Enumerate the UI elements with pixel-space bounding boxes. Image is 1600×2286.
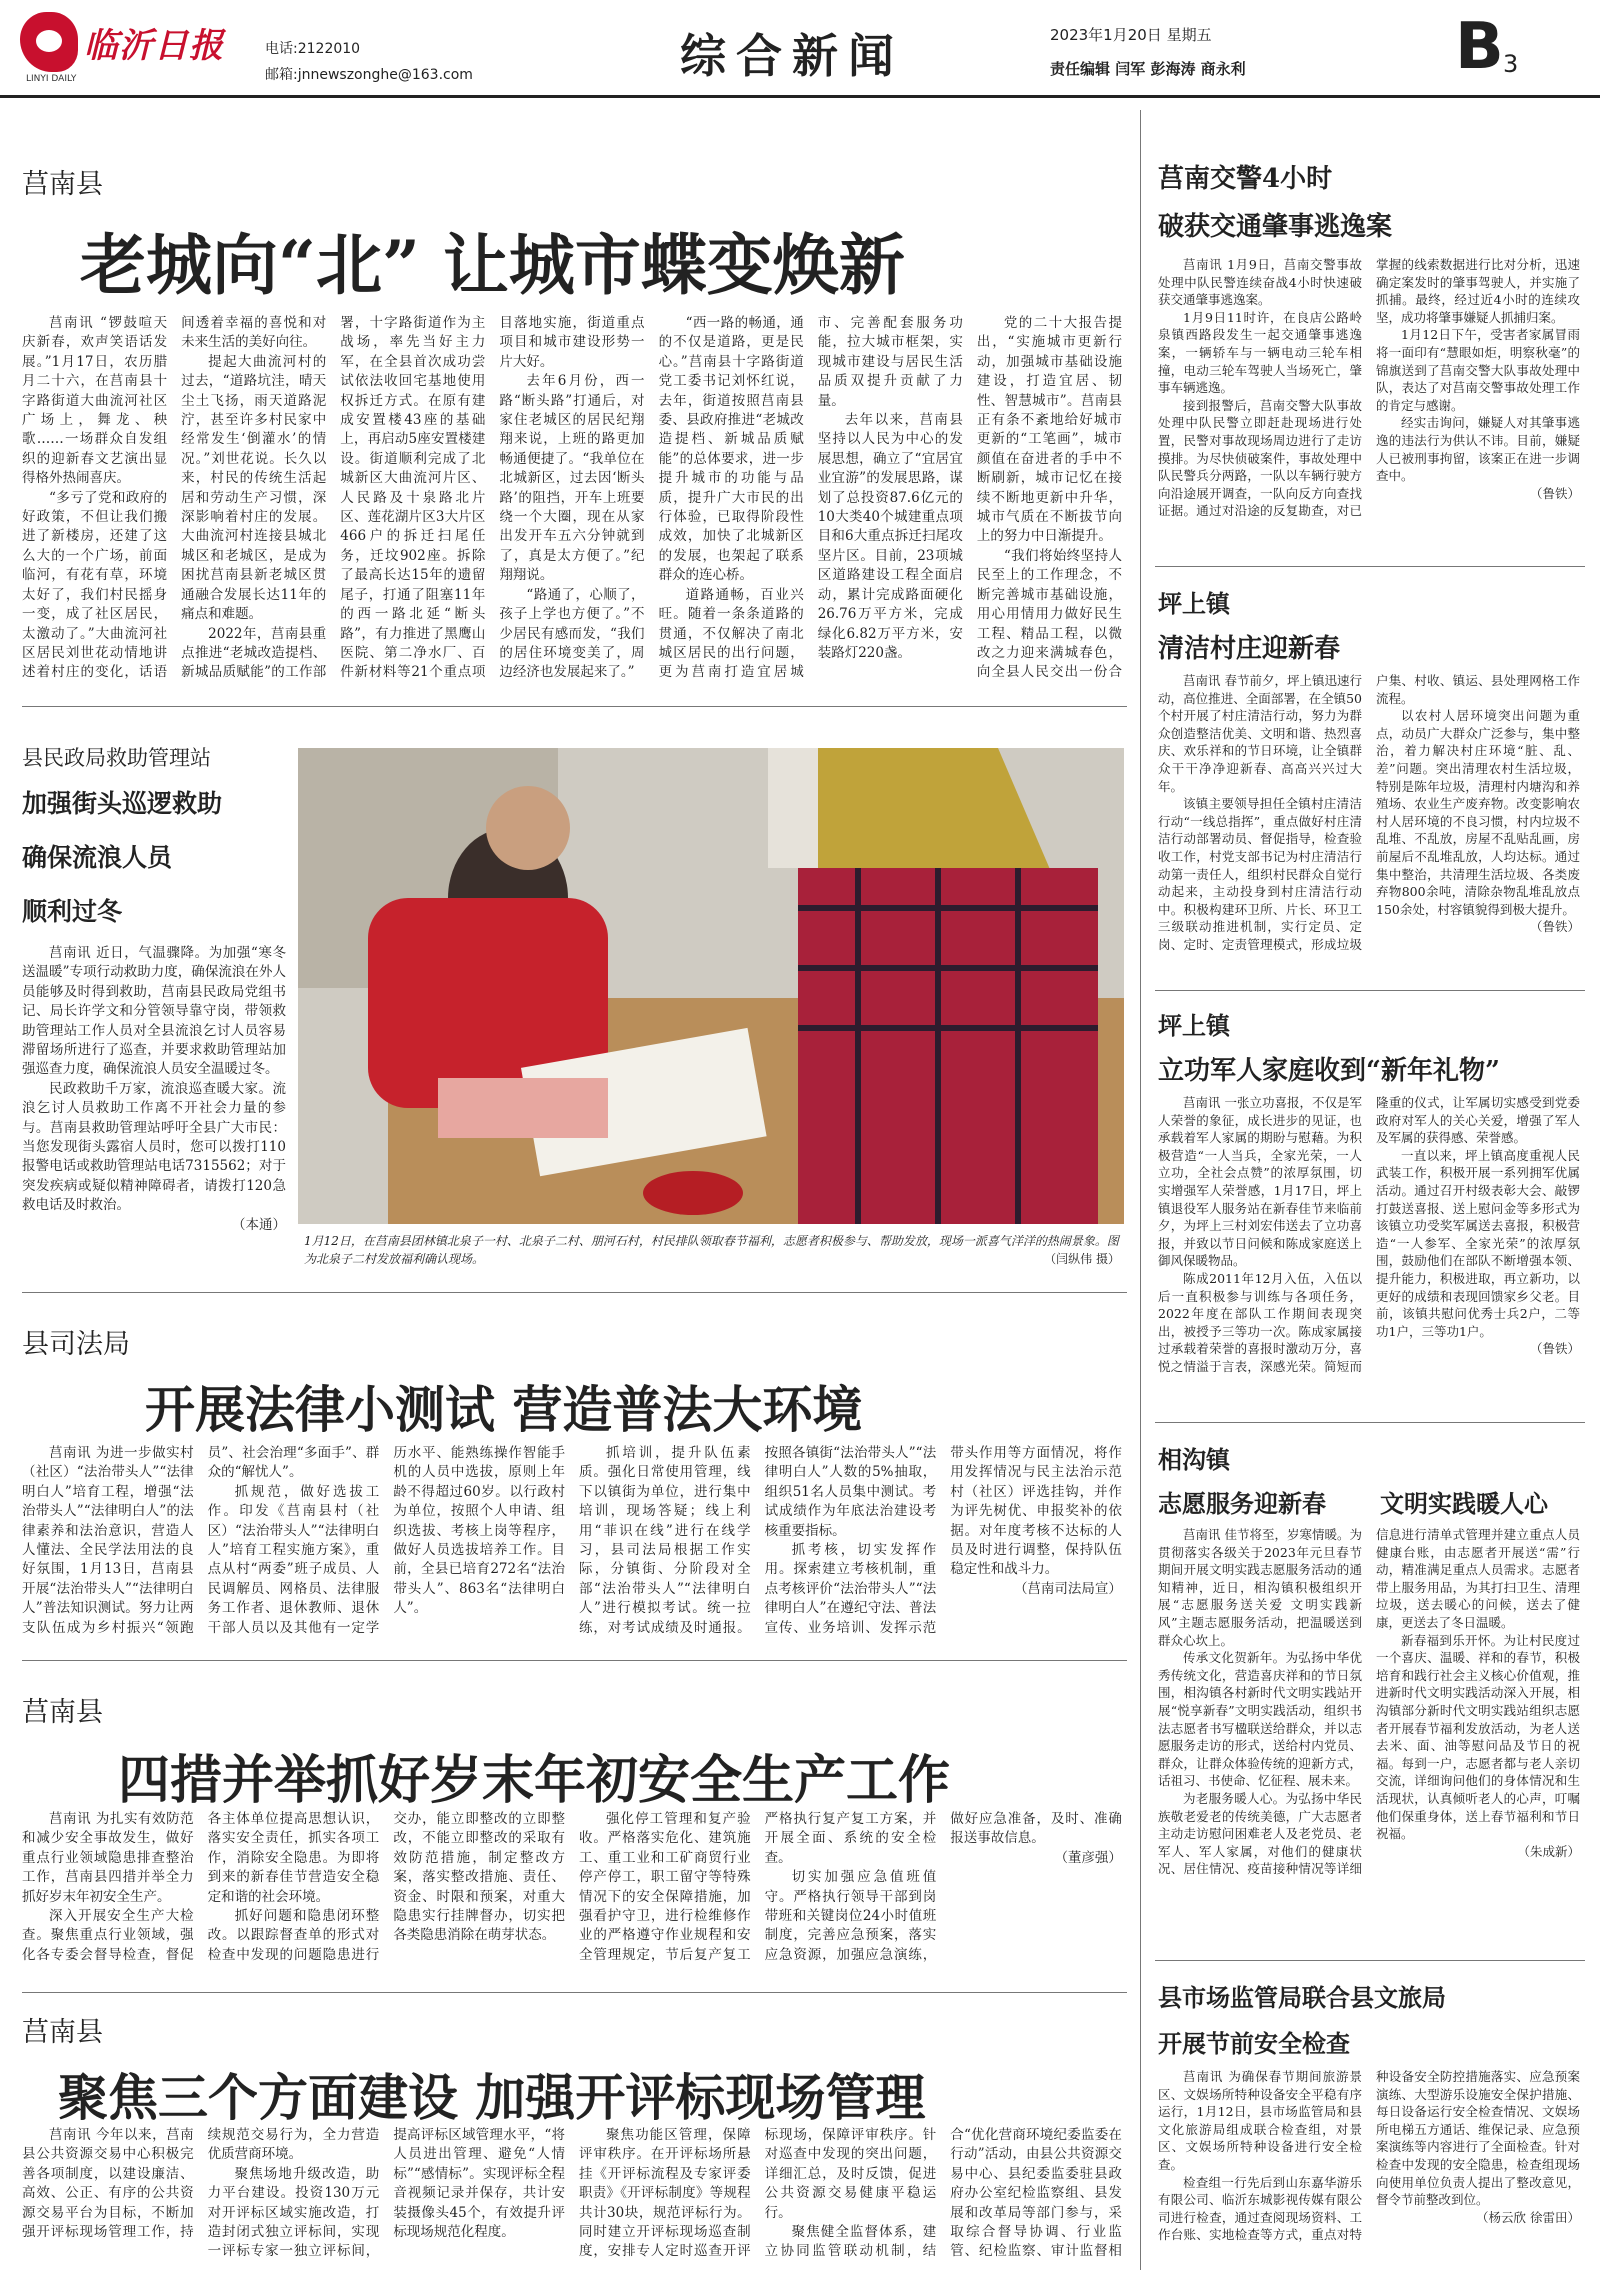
article1-title: 老城向“北” 让城市蝶变焕新 xyxy=(80,226,905,304)
logo-emblem-icon xyxy=(20,12,78,72)
article4-p3: 抓好问题和隐患闭环整改。以跟踪督查单的形式对检查中发现的问题隐患进行交办，能立即整改的立即整改，不能立即整改的采取有效防范措施，制定整改方案，落实整改措施、责任、资金、时限和预案，对重大隐患实行挂牌督办，切实把各类隐患消除在萌芽状态。 xyxy=(207,1811,565,1963)
article1-p11: “我们将始终坚持人民至上的工作理念，不断完善城市基础设施，用心用情用力做好民生工程、精品工程，以微改之力迎来满城春色，向全县人民交出一份合 xyxy=(976,547,1122,681)
article4-p5: 切实加强应急值班值守。严格执行领导干部到岗带班和关键岗位24小时值班制度，完善应急预案，落实应急资源，加强应急演练，做好应急准备，及时、准确报送事故信息。 xyxy=(764,1811,1122,1963)
article2-credit: （本通） xyxy=(232,1216,286,1233)
article5-p3: 聚焦功能区管理，保障评审秩序。在开评标场所悬挂《开评标流程及专家评委职责》《开评标制度》等规程共计30块，规范评标行为。同时建立开评标现场巡查制度，安排专人定时巡查开评标现场，保障评审秩序。针对巡查中发现的突出问题，详细汇总，及时反馈，促进公共资源交易健康平稳运行。 xyxy=(578,2127,937,2260)
article9-title-right: 文明实践暖人心 xyxy=(1380,1489,1548,1518)
article10-p1: 莒南讯 为确保春节期间旅游景区、文娱场所特种设备安全平稳有序运行，1月12日，县市场监管局和县文化旅游局组成联合检查组，对景区、文娱场所特种设备进行安全检查。 xyxy=(1158,2069,1362,2172)
article6-credit: （鲁铁） xyxy=(1529,485,1580,501)
article8-body xyxy=(1158,1094,1580,1412)
article4-body xyxy=(22,1810,1122,1980)
article9-credit: （朱成新） xyxy=(1517,1843,1580,1859)
article3-p3: 抓培训，提升队伍素质。强化日常使用管理，线下以镇街为单位，进行集中培训，现场答疑；线上利用“菲识在线”进行在线学习，县司法局根据工作实际，分镇街、分阶段对全部“法治带头人”“法律明白人”进行模拟考试。统一拉练，对考试成绩及时通报。按照各镇街“法治带头人”“法律明白人”人数的5%抽取，组织51名人员集中测试。考试成绩作为年底法治建设考核重要指标。 xyxy=(578,1445,937,1636)
email: 邮箱:jnnewszonghe@163.com xyxy=(265,67,473,83)
rule xyxy=(1155,566,1585,567)
article1-kicker: 莒南县 xyxy=(22,169,103,200)
rule xyxy=(22,1660,1127,1661)
column-divider xyxy=(1140,110,1141,2270)
article1-p8: 道路通畅，百业兴旺。随着一条条道路的贯通，不仅解决了南北城区居民的出行问题，更为莒南打造宜居城市、完善配套服务功能，拉大城市框架，实现城市建设与居民生活品质双提升贡献了力量。 xyxy=(658,315,963,681)
rule xyxy=(1155,990,1585,991)
article8-p1: 莒南讯 一张立功喜报，不仅是军人荣誉的象征，成长进步的见证，也承载着军人家属的期盼与慰藉。为积极营造“一人当兵，全家光荣，一人立功，全社会点赞”的浓厚氛围，切实增强军人荣誉感，1月17日，坪上镇退役军人服务站在新春佳节来临前夕，为坪上三村刘宏伟送去了立功喜报，并致以节日问候和陈成家庭送上御风保暖物品。 xyxy=(1158,1095,1362,1269)
section-title: 综合新闻 xyxy=(680,29,904,83)
article7-p3: 以农村人居环境突出问题为重点，动员广大群众广泛参与，集中整治，着力解决村庄环境“脏、乱、差”问题。突出清理农村生活垃圾，特别是陈年垃圾，清理村内塘沟和养殖场、农业生产废弃物。改变影响农村人居环境的不良习惯，村内垃圾不乱堆、不乱放，房屋不乱贴乱画，房前屋后不乱堆乱放，人均达标。通过集中整治，共清理生活垃圾、各类废弃物800余吨，清除杂物乱堆乱放点150余处，村容镇貌得到极大提升。 xyxy=(1376,708,1580,917)
newspaper-logo xyxy=(20,12,230,82)
article6-p2: 1月9日11时许，在良店公路岭泉镇西路段发生一起交通肇事逃逸案，一辆轿车与一辆电动三轮车相撞，电动三轮车驾驶人当场死亡，肇事车辆逃逸。 xyxy=(1158,309,1362,396)
article1-p1: 莒南讯 “锣鼓喧天庆新春，欢声笑语话发展。”1月17日，农历腊月二十六，在莒南县十字路街道大曲流河社区广场上，舞龙、秧歌……一场群众自发组织的迎新春文艺演出显得格外热闹喜庆。 xyxy=(22,315,168,487)
article10-title-line1: 县市场监管局联合县文旅局 xyxy=(1158,1983,1446,2012)
article5-body xyxy=(22,2126,1122,2276)
rule xyxy=(1155,1422,1585,1423)
photo-illustration xyxy=(298,748,1124,1224)
masthead-rule xyxy=(0,95,1600,98)
article2-title-line3: 顺利过冬 xyxy=(22,897,123,926)
article10-body xyxy=(1158,2068,1580,2280)
article7-credit: （鲁铁） xyxy=(1529,919,1580,935)
article9-p4: 新春福到乐开怀。为让村民度过一个喜庆、温暖、祥和的春节，积极培育和践行社会主义核心价值观，推进新时代文明实践活动深入开展，相沟镇部分新时代文明实践站组织志愿者开展春节福利发放活动，为老人送去米、面、油等慰问品及节日的祝福。每到一户，志愿者都与老人亲切交流，详细询问他们的身体情况和生活现状，认真倾听老人的心声，叮嘱他们保重身体，送上春节福利和节日祝福。 xyxy=(1376,1632,1580,1842)
photo-caption xyxy=(304,1232,1120,1268)
article2-title-line1: 加强街头巡逻救助 xyxy=(22,789,223,818)
photo-credit: （闫纵伟 摄） xyxy=(1044,1252,1120,1266)
article1-p5: 去年6月份，西一路“断头路”打通后，对家住老城区的居民纪翔翔来说，上班的路更加畅通便捷了。“我单位在北城新区，过去因‘断头路’的阻挡，开车上班要绕一个大圈，现在从家出发开车五六分钟就到了，真是太方便了。”纪翔翔说。 xyxy=(499,373,645,584)
article8-credit: （鲁铁） xyxy=(1529,1341,1580,1357)
article6-p3: 接到报警后，莒南交警大队事故处理中队民警立即赶赴现场进行处置，民警对事故现场周边进行了走访摸排。为尽快侦破案件，事故处理中队民警兵分两路，一队以车辆行驶方向沿途展开调查，一队向反方向查找证据。通过对沿途的反复勘查，对已掌握的线索数据进行比对分析，迅速确定案发时的肇事驾驶人，并实施了抓捕。最终，经过近4小时的连续攻坚，成功将肇事嫌疑人抓捕归案。 xyxy=(1158,257,1580,519)
page-letter: B xyxy=(1455,10,1504,84)
article9-body xyxy=(1158,1526,1580,1950)
article3-p4: 抓考核，切实发挥作用。探索建立考核机制，重点考核评价“法治带头人”“法律明白人”在遵纪守法、普法宣传、业务培训、发挥示范带头作用等方面情况，将作用发挥情况与民主法治示范村（社区）评选挂钩，并作为评先树优、申报奖补的依据。对年度考核不达标的人员及时进行调整，保持队伍稳定性和战斗力。 xyxy=(764,1445,1122,1636)
article8-title: 立功军人家庭收到“新年礼物” xyxy=(1158,1056,1500,1086)
article2-title-line2: 确保流浪人员 xyxy=(22,843,173,872)
article4-p2: 深入开展安全生产大检查。聚焦重点行业领域，强化各专委会督导检查，督促各主体单位提高思想认识，落实安全责任，抓实各项工作，消除安全隐患。为即将到来的新春佳节营造安全稳定和谐的社会环境。 xyxy=(22,1811,380,1963)
article1-p6: “路通了，心顺了，孩子上学也方便了。”不少居民有感而发，“我们的居住环境变美了，周边经济也发展起来了。” xyxy=(499,586,645,681)
article4-credit: （董彦强） xyxy=(1054,1849,1122,1866)
article1-p3: 提起大曲流河村的过去，“道路坑洼，晴天尘土飞扬，雨天道路泥泞，甚至许多村民家中经常发生‘倒灌水’的情况。”刘世花说。长久以来，村民的传统生活起居和劳动生产习惯，深深影响着村庄的发展。大曲流河村连接县城北城区和老城区，是成为困扰莒南县新老城区贯通融合发展长达11年的痛点和难题。 xyxy=(181,353,327,623)
article3-title: 开展法律小测试 营造普法大环境 xyxy=(145,1380,863,1439)
article2-body xyxy=(22,944,286,1279)
article10-title-line2: 开展节前安全检查 xyxy=(1158,2029,1350,2058)
logo-text: 临沂日报 xyxy=(84,26,224,66)
article9-p3: 为老服务暖人心。为弘扬中华民族敬老爱老的传统美德，广大志愿者主动走访慰问困难老人及老党员、老军人、军人家属，对他们的健康状况、居住情况、疫苗接种情况等详细信息进行清单式管理并建立重点人员健康台账，由志愿者开展送“需”行动，精准满足重点人员需求。志愿者带上服务用品，为其打扫卫生、清理垃圾，送去暖心的问候，送去了健康，更送去了冬日温暖。 xyxy=(1158,1527,1580,1877)
article9-p2: 传承文化贺新年。为弘扬中华优秀传统文化，营造喜庆祥和的节日氛围，相沟镇各村新时代文明实践站开展“悦享新春”文明实践活动，组织书法志愿者书写楹联送给群众，并以志愿服务走访的形式，送给村内党员、群众，让群众体验传统的迎新方式，话祖习、书使命、忆征程、展未来。 xyxy=(1158,1650,1362,1789)
article1-p9: 去年以来，莒南县坚持以人民为中心的发展思想，确立了“宜居宜业宜游”的发展思路，谋划了总投资87.6亿元的10大类40个城建重点项目和6大重点拆迁扫尾攻坚片区。目前，23项城区道路建设工程全面启动，累计完成路面硬化26.76万平方米，完成绿化6.82万平方米，安装路灯220盏。 xyxy=(817,412,963,661)
article6-title-line1: 莒南交警4小时 xyxy=(1158,164,1333,194)
rule xyxy=(22,706,1127,707)
article2-p1: 莒南讯 近日，气温骤降。为加强“寒冬送温暖”专项行动救助力度，确保流浪在外人员能够及时得到救助，莒南县民政局党组书记、局长许学文和分管领导靠守岗，带领救助管理站工作人员对全县流浪乞讨人员容易滞留场所进行了巡查，并要求救助管理站加强巡查力度，确保流浪人员安全温暖过冬。 xyxy=(22,945,286,1078)
article1-p7: “西一路的畅通，通的不仅是道路，更是民心。”莒南县十字路街道党工委书记刘怀红说，去年，街道按照莒南县委、县政府推进“老城改造提档、新城品质赋能”的总体要求，进一步提升城市的功能与品质，提升广大市民的出行体验，已取得阶段性成效，加快了北城新区的发展，也架起了联系群众的连心桥。 xyxy=(658,315,804,584)
article8-kicker: 坪上镇 xyxy=(1158,1012,1230,1040)
article10-p2: 检查组一行先后到山东嘉华游乐有限公司、临沂东城影视传媒有限公司进行检查，通过查阅现场资料、工作台账、实地检查等方式，重点对特种设备安全防控措施落实、应急预案演练、大型游乐设施安全保护措施、每日设备运行安全检查情况、文娱场所电梯五方通话、维保记录、应急预案演练等内容进行了全面检查。针对检查中发现的安全隐患，检查组现场向使用单位负责人提出了整改意见，督令节前整改到位。 xyxy=(1158,2069,1580,2243)
rule xyxy=(1155,1960,1585,1961)
article7-title: 清洁村庄迎新春 xyxy=(1158,634,1341,664)
article6-title-line2: 破获交通肇事逃逸案 xyxy=(1158,212,1393,242)
article8-p2: 陈成2011年12月入伍，入伍以后一直积极参与训练与各项任务，2022年度在部队工作期间表现突出，被授予三等功一次。陈成家属接过承载着荣誉的喜报时激动万分，喜悦之情溢于言表，深感光荣。简短而隆重的仪式，让军属切实感受到党委政府对军人的关心关爱，增强了军人及军属的获得感、荣誉感。 xyxy=(1158,1095,1580,1374)
article5-p4: 聚焦健全监督体系，建立协同监管联动机制，结合“优化营商环境纪委监委在行动”活动，由县公共资源交易中心、县纪委监委驻县政府办公室纪检监察组、县发展和改革局等部门参与，采取综合督导协调、行业监管、纪检监察、审计监督相 xyxy=(764,2127,1122,2260)
article4-title: 四措并举抓好岁末年初安全生产工作 xyxy=(118,1750,951,1811)
article3-kicker: 县司法局 xyxy=(22,1329,130,1360)
article6-p5: 经实击询问，嫌疑人对其肇事逃逸的违法行为供认不讳。目前，嫌疑人已被刑事拘留，该案正在进一步调查中。 xyxy=(1376,415,1580,484)
article5-p2: 聚焦场地升级改造，助力平台建设。投资130万元对开评标区域实施改造，打造封闭式独立评标间，实现一评标专家一独立评标间，提高评标区域管理水平，“将人员进出管理、避免“人情标”“感情标”。实现评标全程音视频记录并保存，共计安装摄像头45个，有效提升评标现场规范化程度。 xyxy=(207,2127,565,2260)
article5-title: 聚焦三个方面建设 加强开评标现场管理 xyxy=(58,2068,926,2127)
article7-p2: 该镇主要领导担任全镇村庄清洁行动“一线总指挥”，重点做好村庄清洁行动部署动员、督促指导，检查验收工作，村党支部书记为村庄清洁行动第一责任人，组织村民群众自觉行动起来，主动投身到村庄清洁行动中。积极构建环卫所、片长、环卫工三级联动推进机制，实行定员、定岗、定时、定责管理模式，形成垃圾户集、村收、镇运、县处理网格工作流程。 xyxy=(1158,673,1580,952)
article3-credit: （莒南司法局宣） xyxy=(1013,1580,1122,1597)
article4-p4: 强化停工管理和复产验收。严格落实危化、建筑施工、重工业和工矿商贸行业停产停工，职工留守等特殊情况下的安全保障措施，加强看护守卫，进行检维修作业的严格遵守作业规程和安全管理规定，节后复产复工严格执行复产复工方案，并开展全面、系统的安全检查。 xyxy=(578,1811,937,1963)
article4-kicker: 莒南县 xyxy=(22,1697,103,1728)
article9-kicker: 相沟镇 xyxy=(1158,1446,1230,1474)
article1-p2: “多亏了党和政府的好政策，不但让我们搬进了新楼房，还建了这么大的一个广场，前面临河，有花有草，环境太好了，我们村民摇身一变，成了社区居民，太激动了。”大曲流河社区居民刘世花动情地讲述着村庄的变化，话语间透着幸福的喜悦和对未来生活的美好向往。 xyxy=(22,315,327,681)
photo-caption-text: 1月12日，在莒南县团林镇北泉子一村、北泉子二村、朋河石村，村民排队领取春节福利，志愿者积极参与、帮助发放，现场一派喜气洋洋的热闹景象。图为北泉子二村发放福利确认现场。 xyxy=(304,1234,1119,1266)
article3-p1: 莒南讯 为进一步做实村（社区）“法治带头人”“法律明白人”培育工程，增强“法治带头人”“法律明白人”的法律素养和法治意识，营造人人懂法、全民学法用法的良好氛围，1月13日，莒南县开展“法治带头人”“法律明白人”普法知识测试。努力让两支队伍成为乡村振兴“领跑员”、社会治理“多面手”、群众的“解忧人”。 xyxy=(22,1445,380,1636)
article1-p4: 2022年，莒南县重点推进“老城改造提档、新城品质赋能”的工作部署，十字路街道作为主战场，率先当好主力军，在全县首次成功尝试依法收回宅基地使用权拆迁方式。在原有建成安置楼43座的基础上，再启动5座安置楼建设。街道顺利完成了北城新区大曲流河片区、人民路及十泉路北片区、莲花湖片区3大片区466户的拆迁扫尾任务，迁坟902座。拆除了最高长达15年的遗留尾子，打通了阻塞11年的西一路北延“断头路”，有力推进了黑鹰山医院、第二净水厂、百件新材料等21个重点项目落地实施，街道重点项目和城市建设形势一片大好。 xyxy=(181,315,645,681)
issue-date: 2023年1月20日 星期五 xyxy=(1050,26,1212,44)
article9-title-left: 志愿服务迎新春 xyxy=(1158,1489,1326,1518)
article6-body xyxy=(1158,256,1580,556)
rule xyxy=(22,1992,1127,1993)
article2-kicker: 县民政局救助管理站 xyxy=(22,746,211,770)
article3-body xyxy=(22,1444,1122,1640)
news-photo xyxy=(298,748,1124,1224)
article2-p2: 民政救助千万家，流浪巡查暖大家。流浪乞讨人员救助工作离不开社会力量的参与。莒南县救助管理站呼吁全县广大市民：当您发现街头露宿人员时，您可以拨打110报警电话或救助管理站电话7315562；对于突发疾病或疑似精神障碍者，请拨打120急救电话及时救治。 xyxy=(22,1080,286,1214)
article5-p1: 莒南讯 今年以来，莒南县公共资源交易中心积极完善各项制度，以建设廉洁、高效、公正、有序的公共资源交易平台为目标，不断加强开评标现场管理工作，持续规范交易行为，全力营造优质营商环境。 xyxy=(22,2127,380,2241)
article5-kicker: 莒南县 xyxy=(22,2017,103,2048)
article7-p1: 莒南讯 春节前夕，坪上镇迅速行动，高位推进、全面部署，在全镇50个村开展了村庄清洁行动，努力为群众创造整洁优美、文明和谐、热烈喜庆、欢乐祥和的节日环境，让全镇群众干干净净迎新春、高高兴兴过大年。 xyxy=(1158,673,1362,794)
article8-p3: 一直以来，坪上镇高度重视人民武装工作，积极开展一系列拥军优属活动。通过召开村级表彰大会、敲锣打鼓送喜报、送上慰问金等多形式为该镇立功受奖军属送去喜报，积极营造“一人参军、全家光荣”的浓厚氛围，鼓励他们在部队不断增强本领、提升能力，积极进取，再立新功，以更好的成绩和表现回馈家乡父老。目前，该镇共慰问优秀士兵2户，二等功1户，三等功1户。 xyxy=(1376,1147,1580,1339)
article7-body xyxy=(1158,672,1580,978)
article3-p2: 抓规范，做好选拔工作。印发《莒南县村（社区）“法治带头人”“法律明白人”培育工程实施方案》，重点从村“两委”班子成员、人民调解员、网格员、法律服务工作者、退休教师、退休干部人员以及其他有一定学历水平、能熟练操作智能手机的人员中选拔，原则上年龄不得超过60岁。以行政村为单位，按照个人申请、组织选拔、考核上岗等程序，做好人员选拔培养工作。目前，全县已培育272名“法治带头人”、863名“法律明白人”。 xyxy=(207,1445,565,1636)
article6-p4: 1月12日下午，受害者家属冒雨将一面印有“慧眼如炬，明察秋毫”的锦旗送到了莒南交警大队事故处理中队，表达了对莒南交警事故处理工作的肯定与感谢。 xyxy=(1376,327,1580,413)
article9-p1: 莒南讯 佳节将至，岁寒情暖。为贯彻落实各级关于2023年元旦春节期间开展文明实践志愿服务活动的通知精神，近日，相沟镇积极组织开展“志愿服务送关爱 文明实践新风”主题志愿服务活动，把温暖送到群众心坎上。 xyxy=(1158,1527,1362,1648)
article1-p10: 党的二十大报告提出，“实施城市更新行动，加强城市基础设施建设，打造宜居、韧性、智慧城市”。莒南县正有条不紊地给好城市更新的“工笔画”，城市颜值在奋进者的手中不断刷新，城市记忆在接续不断地更新中升华，城市气质在不断拔节向上的努力中日渐提升。 xyxy=(976,315,1122,545)
article7-kicker: 坪上镇 xyxy=(1158,590,1230,618)
editors: 责任编辑 闫军 彭海涛 商永利 xyxy=(1050,60,1246,78)
phone: 电话:2122010 xyxy=(265,41,361,57)
article10-credit: （杨云欣 徐雷田） xyxy=(1476,2209,1580,2225)
article1-body xyxy=(22,314,1122,689)
article6-p1: 莒南讯 1月9日，莒南交警事故处理中队民警连续奋战4小时快速破获交通肇事逃逸案。 xyxy=(1158,257,1362,308)
rule xyxy=(22,1292,1127,1293)
page-number: 3 xyxy=(1503,50,1519,78)
article4-p1: 莒南讯 为扎实有效防范和减少安全事故发生，做好重点行业领域隐患排查整治工作，莒南县四措并举全力抓好岁末年初安全生产。 xyxy=(22,1811,194,1905)
logo-english: LINYI DAILY xyxy=(26,74,77,84)
